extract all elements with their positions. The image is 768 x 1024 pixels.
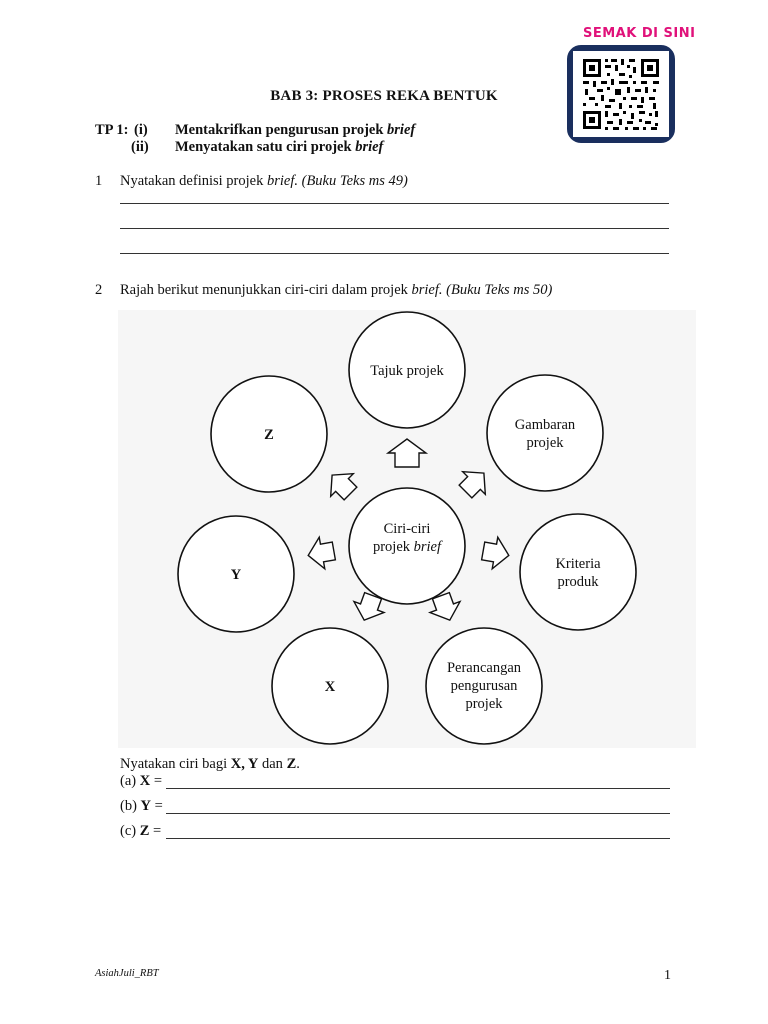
answer-prompt-end: .	[296, 756, 300, 772]
answer-prompt-bold1: X, Y	[230, 756, 259, 772]
node-kriteria-1: Kriteria	[555, 556, 601, 572]
answer-a-prefix: (a)	[120, 773, 140, 789]
tp-item-2-text	[175, 139, 383, 156]
tp-item-1-label: Mentakrifkan pengurusan projek	[175, 122, 388, 138]
q2-label: Rajah berikut menunjukkan ciri-ciri dalam projek	[120, 282, 412, 298]
node-center-2	[373, 539, 443, 555]
node-perancangan-1: Perancangan	[446, 660, 522, 676]
node-y: Y	[230, 567, 242, 583]
node-center-2-em: brief	[413, 539, 442, 555]
answer-c-line[interactable]	[166, 838, 670, 839]
page-number: 1	[664, 968, 671, 983]
q1-label: Nyatakan definisi projek	[120, 173, 267, 189]
arrow-up-icon	[388, 439, 426, 467]
answer-prompt-pre: Nyatakan ciri bagi	[120, 756, 231, 772]
node-x: X	[324, 679, 336, 695]
arrow-right-icon	[480, 535, 511, 571]
q1-answer-line-3[interactable]	[120, 253, 669, 254]
qr-label: SEMAK DI SINI	[583, 26, 696, 41]
footer-author: AsiahJuli_RBT	[95, 968, 159, 979]
answer-c-var: Z	[139, 823, 150, 839]
arrow-upright-icon	[454, 462, 495, 503]
q2-number: 2	[95, 282, 103, 298]
characteristics-diagram	[118, 310, 696, 748]
q1-text	[120, 173, 408, 190]
tp-level: TP 1:	[95, 122, 129, 138]
q1-answer-line-1[interactable]	[120, 203, 669, 204]
node-gambaran-2: projek	[526, 435, 564, 451]
circle-kriteria	[520, 514, 636, 630]
q2-ref: (Buku Teks ms 50)	[442, 282, 553, 298]
answer-a-var: X	[139, 773, 151, 789]
tp-item-2-num: (ii)	[131, 139, 149, 155]
tp-item-1-text	[175, 122, 415, 139]
node-perancangan-3: projek	[465, 696, 503, 712]
node-kriteria-2: produk	[557, 574, 599, 590]
node-center-1: Ciri-ciri	[383, 521, 431, 537]
answer-b-eq: =	[151, 798, 163, 814]
q1-number: 1	[95, 173, 103, 189]
node-tajuk: Tajuk projek	[370, 363, 444, 379]
q2-em: brief.	[411, 282, 443, 298]
node-perancangan-2: pengurusan	[450, 678, 518, 694]
node-z: Z	[264, 427, 274, 443]
answer-c-eq: =	[149, 823, 162, 839]
arrow-left-icon	[305, 535, 336, 571]
answer-c-prefix: (c)	[120, 823, 140, 839]
q1-em: brief.	[266, 173, 298, 189]
answer-prompt-bold2: Z	[286, 756, 297, 772]
circle-gambaran	[487, 375, 603, 491]
answer-c-label	[120, 823, 161, 840]
tp-item-2-label: Menyatakan satu ciri projek	[175, 139, 356, 155]
tp-item-1-em: brief	[387, 122, 416, 138]
answer-a-label	[120, 773, 162, 790]
tp-item-2-em: brief	[355, 139, 384, 155]
page-title: BAB 3: PROSES REKA BENTUK	[270, 88, 498, 104]
q1-ref: (Buku Teks ms 49)	[297, 173, 408, 189]
answer-a-line[interactable]	[166, 788, 670, 789]
answer-b-label	[120, 798, 163, 815]
node-center-2-label: projek	[372, 539, 414, 555]
q2-text	[120, 282, 552, 299]
arrow-upleft-icon	[321, 464, 362, 505]
answer-b-line[interactable]	[166, 813, 670, 814]
answer-prompt-mid: dan	[258, 756, 287, 772]
answer-b-prefix: (b)	[120, 798, 141, 814]
answer-b-var: Y	[140, 798, 152, 814]
answer-prompt	[120, 756, 300, 773]
answer-a-eq: =	[150, 773, 163, 789]
tp-item-1-num: (i)	[134, 122, 148, 138]
node-gambaran-1: Gambaran	[514, 417, 576, 433]
q1-answer-line-2[interactable]	[120, 228, 669, 229]
